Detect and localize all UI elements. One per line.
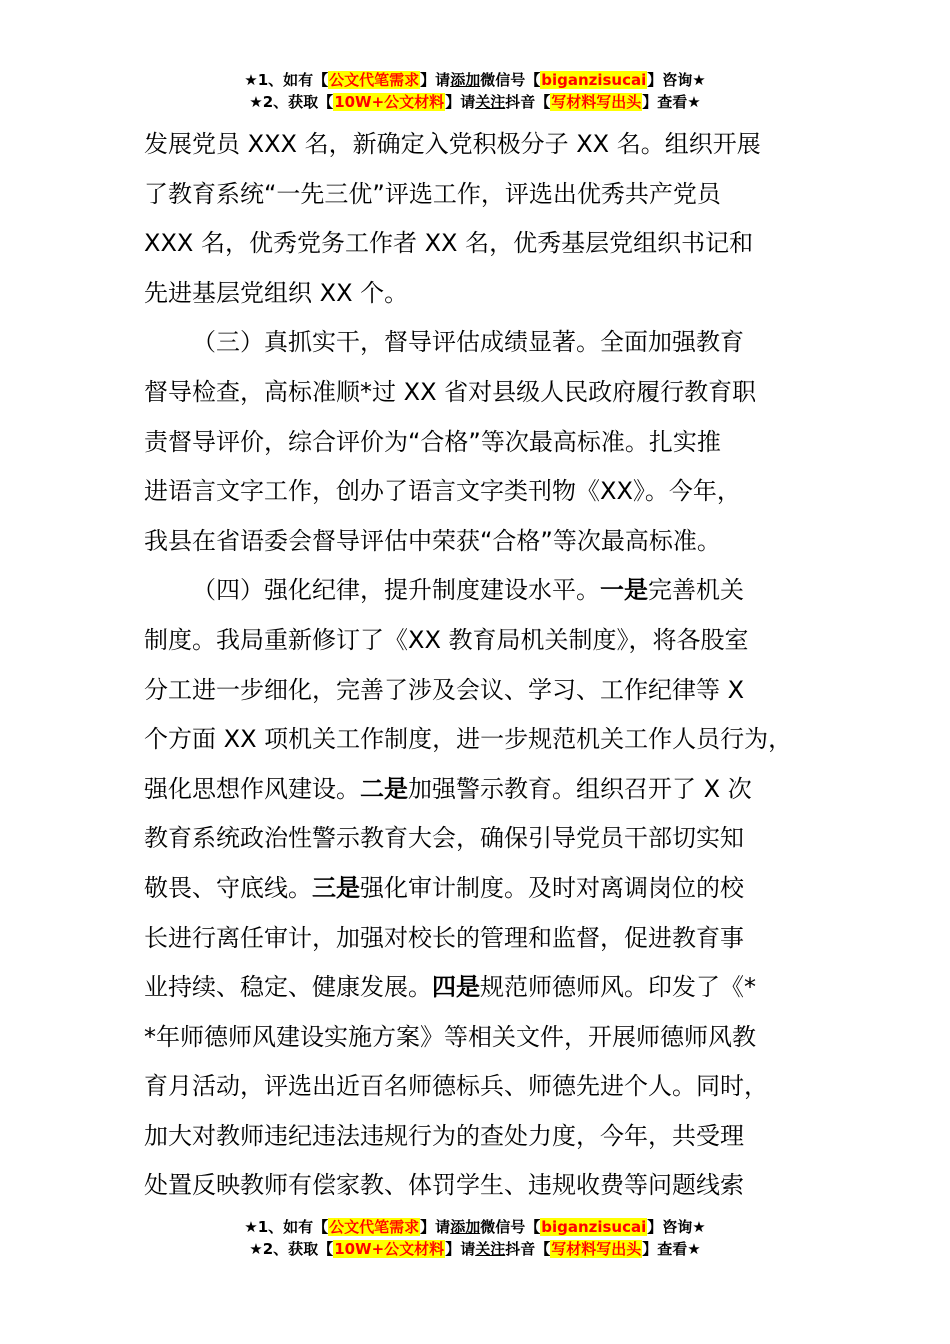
body-text: 加强警示教育。组织召开了 X 次: [408, 774, 752, 803]
banner-text: 抖音【: [505, 93, 551, 111]
body-line: 我县在省语委会督导评估中荣获“合格”等次最高标准。: [144, 526, 721, 555]
body-text: 强化思想作风建设。: [144, 774, 360, 803]
banner-line-1: [0, 69, 950, 91]
body-line: 教育系统政治性警示教育大会，确保引导党员干部切实知: [144, 824, 744, 853]
banner-line-2: [0, 1238, 950, 1260]
body-text: 敬畏、守底线。: [144, 873, 312, 902]
bold-marker: 二是: [360, 774, 408, 803]
body-line: 分工进一步细化，完善了涉及会议、学习、工作纪律等 X: [144, 675, 745, 704]
banner-text: 微信号【: [480, 71, 541, 89]
body-line: 进语言文字工作，创办了语言文字类刊物《XX》。今年，: [144, 477, 741, 506]
body-line: [144, 963, 824, 1013]
banner-text: 2、获取【: [262, 1240, 334, 1258]
banner-line-1: [0, 1216, 950, 1238]
body-line: 责督导评价，综合评价为“合格”等次最高标准。扎实推: [144, 427, 721, 456]
body-text: 完善机关: [648, 576, 744, 605]
banner-text: 1、如有【: [257, 71, 329, 89]
banner-text: 】咨询★: [647, 1218, 706, 1236]
body-line: 督导检查，高标准顺*过 XX 省对县级人民政府履行教育职: [144, 377, 757, 406]
banner-text: 微信号【: [480, 1218, 541, 1236]
body-line: [144, 765, 824, 815]
star-icon: ★: [249, 1240, 263, 1258]
body-text: 强化审计制度。及时对离调岗位的校: [360, 873, 744, 902]
section-heading-line: （三）真抓实干，督导评估成绩显著。全面加强教育: [192, 328, 744, 357]
banner-underlined: 添加: [450, 71, 481, 89]
body-line: 了教育系统“一先三优”评选工作，评选出优秀共产党员: [144, 179, 721, 208]
banner-highlight: 10W+公文材料: [334, 1240, 445, 1258]
body-line: *年师德师风建设实施方案》等相关文件，开展师德师风教: [144, 1022, 756, 1051]
banner-highlight: 公文代笔需求: [329, 71, 420, 89]
star-icon: ★: [244, 71, 258, 89]
banner-highlight: 写材料写出头: [551, 1240, 642, 1258]
body-text: （四）强化纪律，提升制度建设水平。: [192, 576, 600, 605]
body-line: XXX 名，优秀党务工作者 XX 名，优秀基层党组织书记和: [144, 229, 754, 258]
banner-underlined: 关注: [475, 93, 506, 111]
footer-banner: [0, 1216, 950, 1260]
banner-text: 1、如有【: [257, 1218, 329, 1236]
banner-text: 抖音【: [505, 1240, 551, 1258]
body-line: 个方面 XX 项机关工作制度，进一步规范机关工作人员行为，: [144, 725, 793, 754]
body-line: 长进行离任审计，加强对校长的管理和监督，促进教育事: [144, 923, 744, 952]
banner-underlined: 添加: [450, 1218, 481, 1236]
star-icon: ★: [249, 93, 263, 111]
document-body: [144, 120, 824, 1211]
banner-text: 】查看★: [642, 1240, 701, 1258]
header-banner: [0, 69, 950, 113]
section-heading-line: [144, 566, 824, 616]
banner-highlight: 10W+公文材料: [334, 93, 445, 111]
body-line: 处置反映教师有偿家教、体罚学生、违规收费等问题线索: [144, 1171, 744, 1200]
star-icon: ★: [244, 1218, 258, 1236]
bold-marker: 三是: [312, 873, 360, 902]
body-text: 业持续、稳定、健康发展。: [144, 973, 432, 1002]
banner-text: 】请: [445, 93, 476, 111]
banner-text: 】请: [420, 1218, 451, 1236]
body-line: 加大对教师违纪违法违规行为的查处力度，今年，共受理: [144, 1121, 744, 1150]
body-line: [144, 864, 824, 914]
body-line: 制度。我局重新修订了《XX 教育局机关制度》，将各股室: [144, 625, 749, 654]
banner-text: 】查看★: [642, 93, 701, 111]
body-line: 先进基层党组织 XX 个。: [144, 278, 409, 307]
banner-highlight: biganzisucai: [541, 71, 647, 89]
bold-marker: 一是: [600, 576, 648, 605]
banner-underlined: 关注: [475, 1240, 506, 1258]
body-text: 规范师德师风。印发了《*: [480, 973, 756, 1002]
bold-marker: 四是: [432, 973, 480, 1002]
banner-highlight: biganzisucai: [541, 1218, 647, 1236]
banner-highlight: 写材料写出头: [551, 93, 642, 111]
banner-text: 】咨询★: [647, 71, 706, 89]
banner-text: 】请: [445, 1240, 476, 1258]
banner-text: 2、获取【: [262, 93, 334, 111]
banner-text: 】请: [420, 71, 451, 89]
banner-highlight: 公文代笔需求: [329, 1218, 420, 1236]
body-line: 发展党员 XXX 名，新确定入党积极分子 XX 名。组织开展: [144, 130, 761, 158]
body-line: 育月活动，评选出近百名师德标兵、师德先进个人。同时，: [144, 1072, 768, 1101]
banner-line-2: [0, 91, 950, 113]
